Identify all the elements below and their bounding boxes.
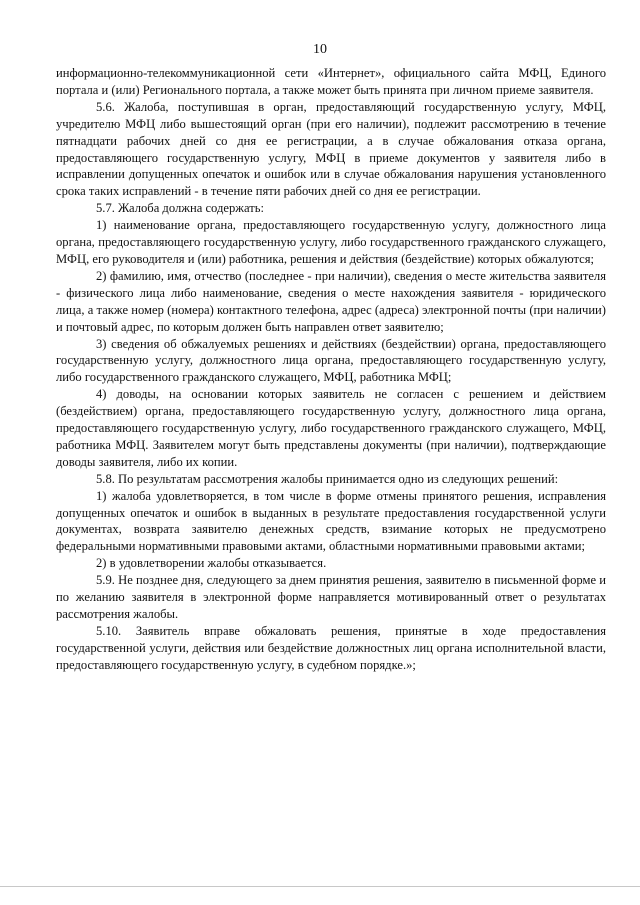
list-item-5-7-3: 3) сведения об обжалуемых решениях и действиях (бездействии) органа, предоставляющего государственную услугу, должностного лица органа, предоставляющего государственную услугу, либо государственного гражданского служащего, МФЦ, работника МФЦ; xyxy=(56,336,606,385)
paragraph-continuation: информационно-телекоммуникационной сети «Интернет», официального сайта МФЦ, Единого портала и (или) Регионального портала, а также может быть принята при личном приеме заявителя. xyxy=(56,66,606,97)
paragraph-5-8: 5.8. По результатам рассмотрения жалобы принимается одно из следующих решений: xyxy=(96,471,559,486)
paragraph-5-10: 5.10. Заявитель вправе обжаловать решения, принятые в ходе предоставления государственной услуги, действия или бездействие должностных лиц органа исполнительной власти, предоставляющего государственную услугу, в судебном порядке.»; xyxy=(56,623,606,672)
paragraph-5-7: 5.7. Жалоба должна содержать: xyxy=(96,201,264,216)
list-item-5-8-2: 2) в удовлетворении жалобы отказывается. xyxy=(96,556,327,571)
page-number: 10 xyxy=(313,42,327,57)
document-body xyxy=(56,65,606,674)
page-bottom-divider xyxy=(0,886,640,887)
paragraph-5-9: 5.9. Не позднее дня, следующего за днем принятия решения, заявителю в письменной форме и по желанию заявителя в электронной форме направляется мотивированный ответ о результатах рассмотрения жалобы. xyxy=(56,573,606,621)
list-item-5-7-4: 4) доводы, на основании которых заявитель не согласен с решением и действием (бездействием) органа, предоставляющего государственную услугу, должностного лица органа, предоставляющего государственную услугу, либо государственного гражданского служащего, МФЦ, работника МФЦ. Заявителем могут быть представлены документы (при наличии), подтверждающие доводы заявителя, либо их копии. xyxy=(56,387,606,469)
paragraph-5-6: 5.6. Жалоба, поступившая в орган, предоставляющий государственную услугу, МФЦ, учредителю МФЦ либо вышестоящий орган (при его наличии), подлежит рассмотрению в течение пятнадцати рабочих дней со дня ее регистрации, а в случае обжалования отказа органа, предоставляющего государственную услугу, МФЦ в приеме документов у заявителя либо в исправлении допущенных опечаток и ошибок или в случае обжалования нарушения установленного срока таких исправлений - в течение пяти рабочих дней со дня ее регистрации. xyxy=(56,99,606,199)
list-item-5-7-2: 2) фамилию, имя, отчество (последнее - при наличии), сведения о месте жительства заявителя - физического лица либо наименование, сведения о месте нахождения заявителя - юридического лица, а также номер (номера) контактного телефона, адрес (адреса) электронной почты (при наличии) и почтовый адрес, по которым должен быть направлен ответ заявителю; xyxy=(56,268,606,334)
list-item-5-8-1: 1) жалоба удовлетворяется, в том числе в форме отмены принятого решения, исправления допущенных опечаток и ошибок в выданных в результате предоставления государственной услуги документах, возврата заявителю денежных средств, взимание которых не предусмотрено федеральными нормативными правовыми актами, областными нормативными правовыми актами; xyxy=(56,488,606,554)
list-item-5-7-1: 1) наименование органа, предоставляющего государственную услугу, должностного лица органа, предоставляющего государственную услугу, либо государственного гражданского служащего, МФЦ, его руководителя и (или) работника, решения и действия (бездействие) которых обжалуются; xyxy=(56,218,606,266)
